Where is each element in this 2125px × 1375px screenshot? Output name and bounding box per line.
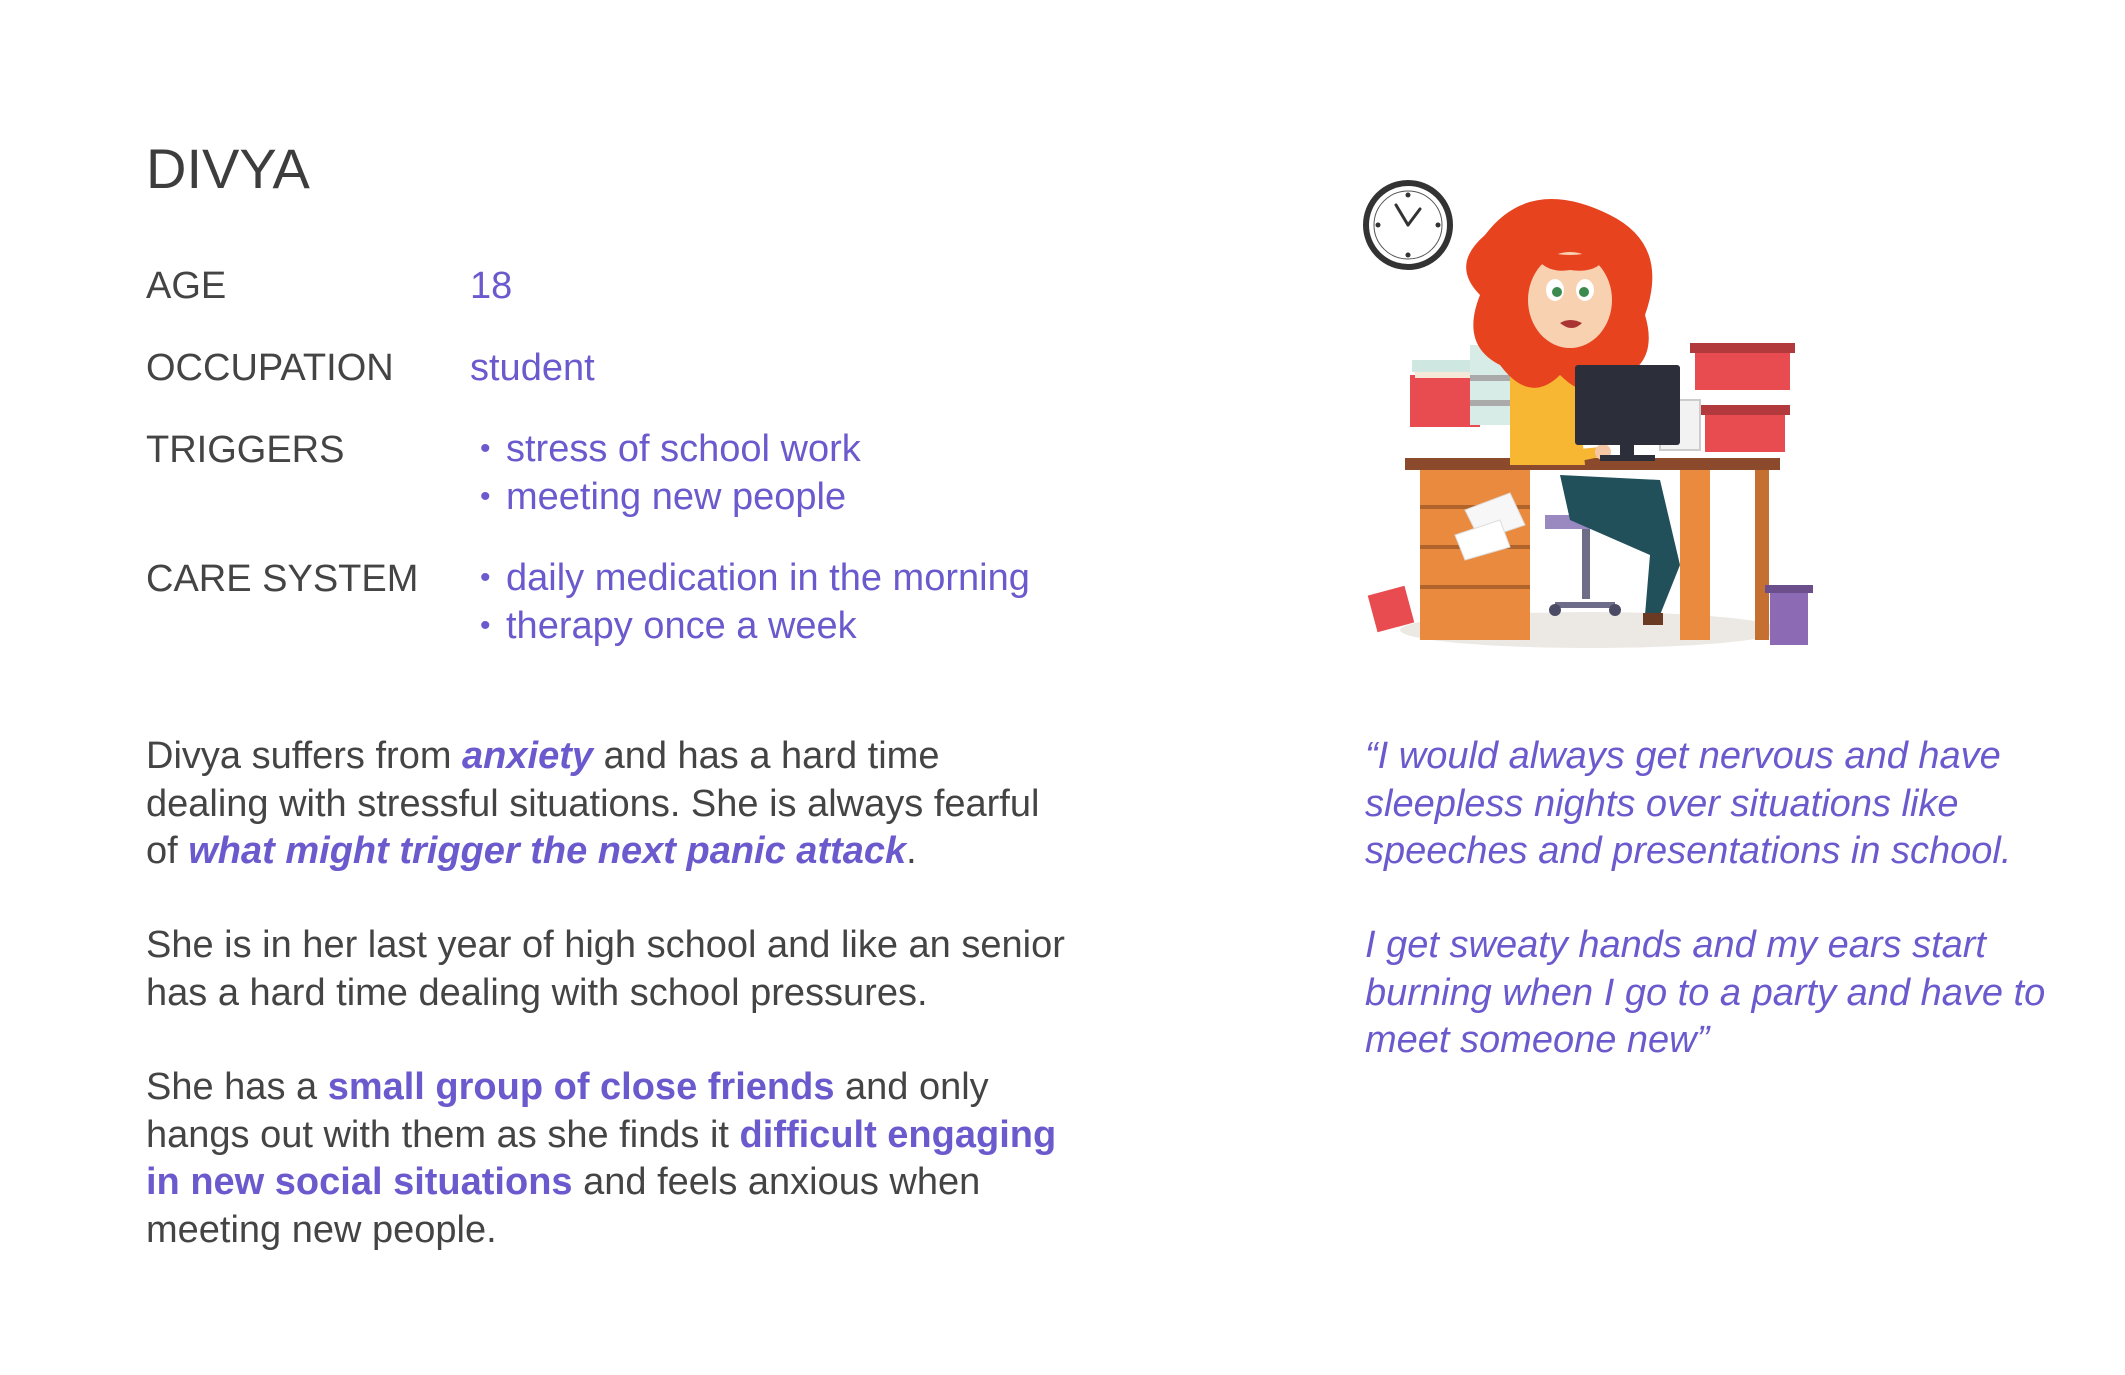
occupation-value: student: [470, 347, 595, 389]
bullet-dot: •: [480, 432, 491, 465]
triggers-list: [480, 425, 861, 521]
bullet-dot: •: [480, 480, 491, 513]
quote-paragraph-2: I get sweaty hands and my ears start burning when I go to a party and have to meet someone new”: [1365, 924, 2046, 1061]
highlight-social-situations: difficult engaging in new social situations: [146, 1113, 1057, 1203]
quote-paragraph-1: “I would always get nervous and have sleepless nights over situations like speeches and presentations in school.: [1365, 735, 2012, 872]
highlight-close-friends: small group of close friends: [327, 1066, 835, 1108]
bio-paragraph-2: She is in her last year of high school and like an senior has a hard time dealing with school pressures.: [146, 924, 1065, 1014]
triggers-label: TRIGGERS: [146, 429, 345, 471]
stressed-student-illustration: [1360, 175, 1820, 655]
care-system-label: CARE SYSTEM: [146, 558, 419, 600]
care-system-list: [480, 554, 1030, 650]
care-item: • therapy once a week: [480, 602, 1030, 650]
bullet-dot: •: [480, 561, 491, 594]
bio-paragraph-1: Divya suffers from anxiety and has a hard time dealing with stressful situations. She is always fearful of what might trigger the next panic attack.: [146, 735, 1040, 872]
age-value: 18: [470, 265, 513, 307]
trigger-item: • meeting new people: [480, 473, 861, 521]
trigger-item: • stress of school work: [480, 425, 861, 473]
highlight-panic-attack: what might trigger the next panic attack: [188, 830, 907, 872]
clock-icon: [1366, 183, 1450, 267]
occupation-label: OCCUPATION: [146, 347, 394, 389]
age-label: AGE: [146, 265, 227, 307]
care-item: • daily medication in the morning: [480, 554, 1030, 602]
highlight-anxiety: anxiety: [462, 735, 594, 777]
bio-paragraph-3: She has a small group of close friends and only hangs out with them as she finds it difficult engaging in new social situations and feels anxious when meeting new people.: [146, 1066, 1057, 1251]
persona-name: DIVYA: [146, 137, 310, 200]
bullet-dot: •: [480, 609, 491, 642]
